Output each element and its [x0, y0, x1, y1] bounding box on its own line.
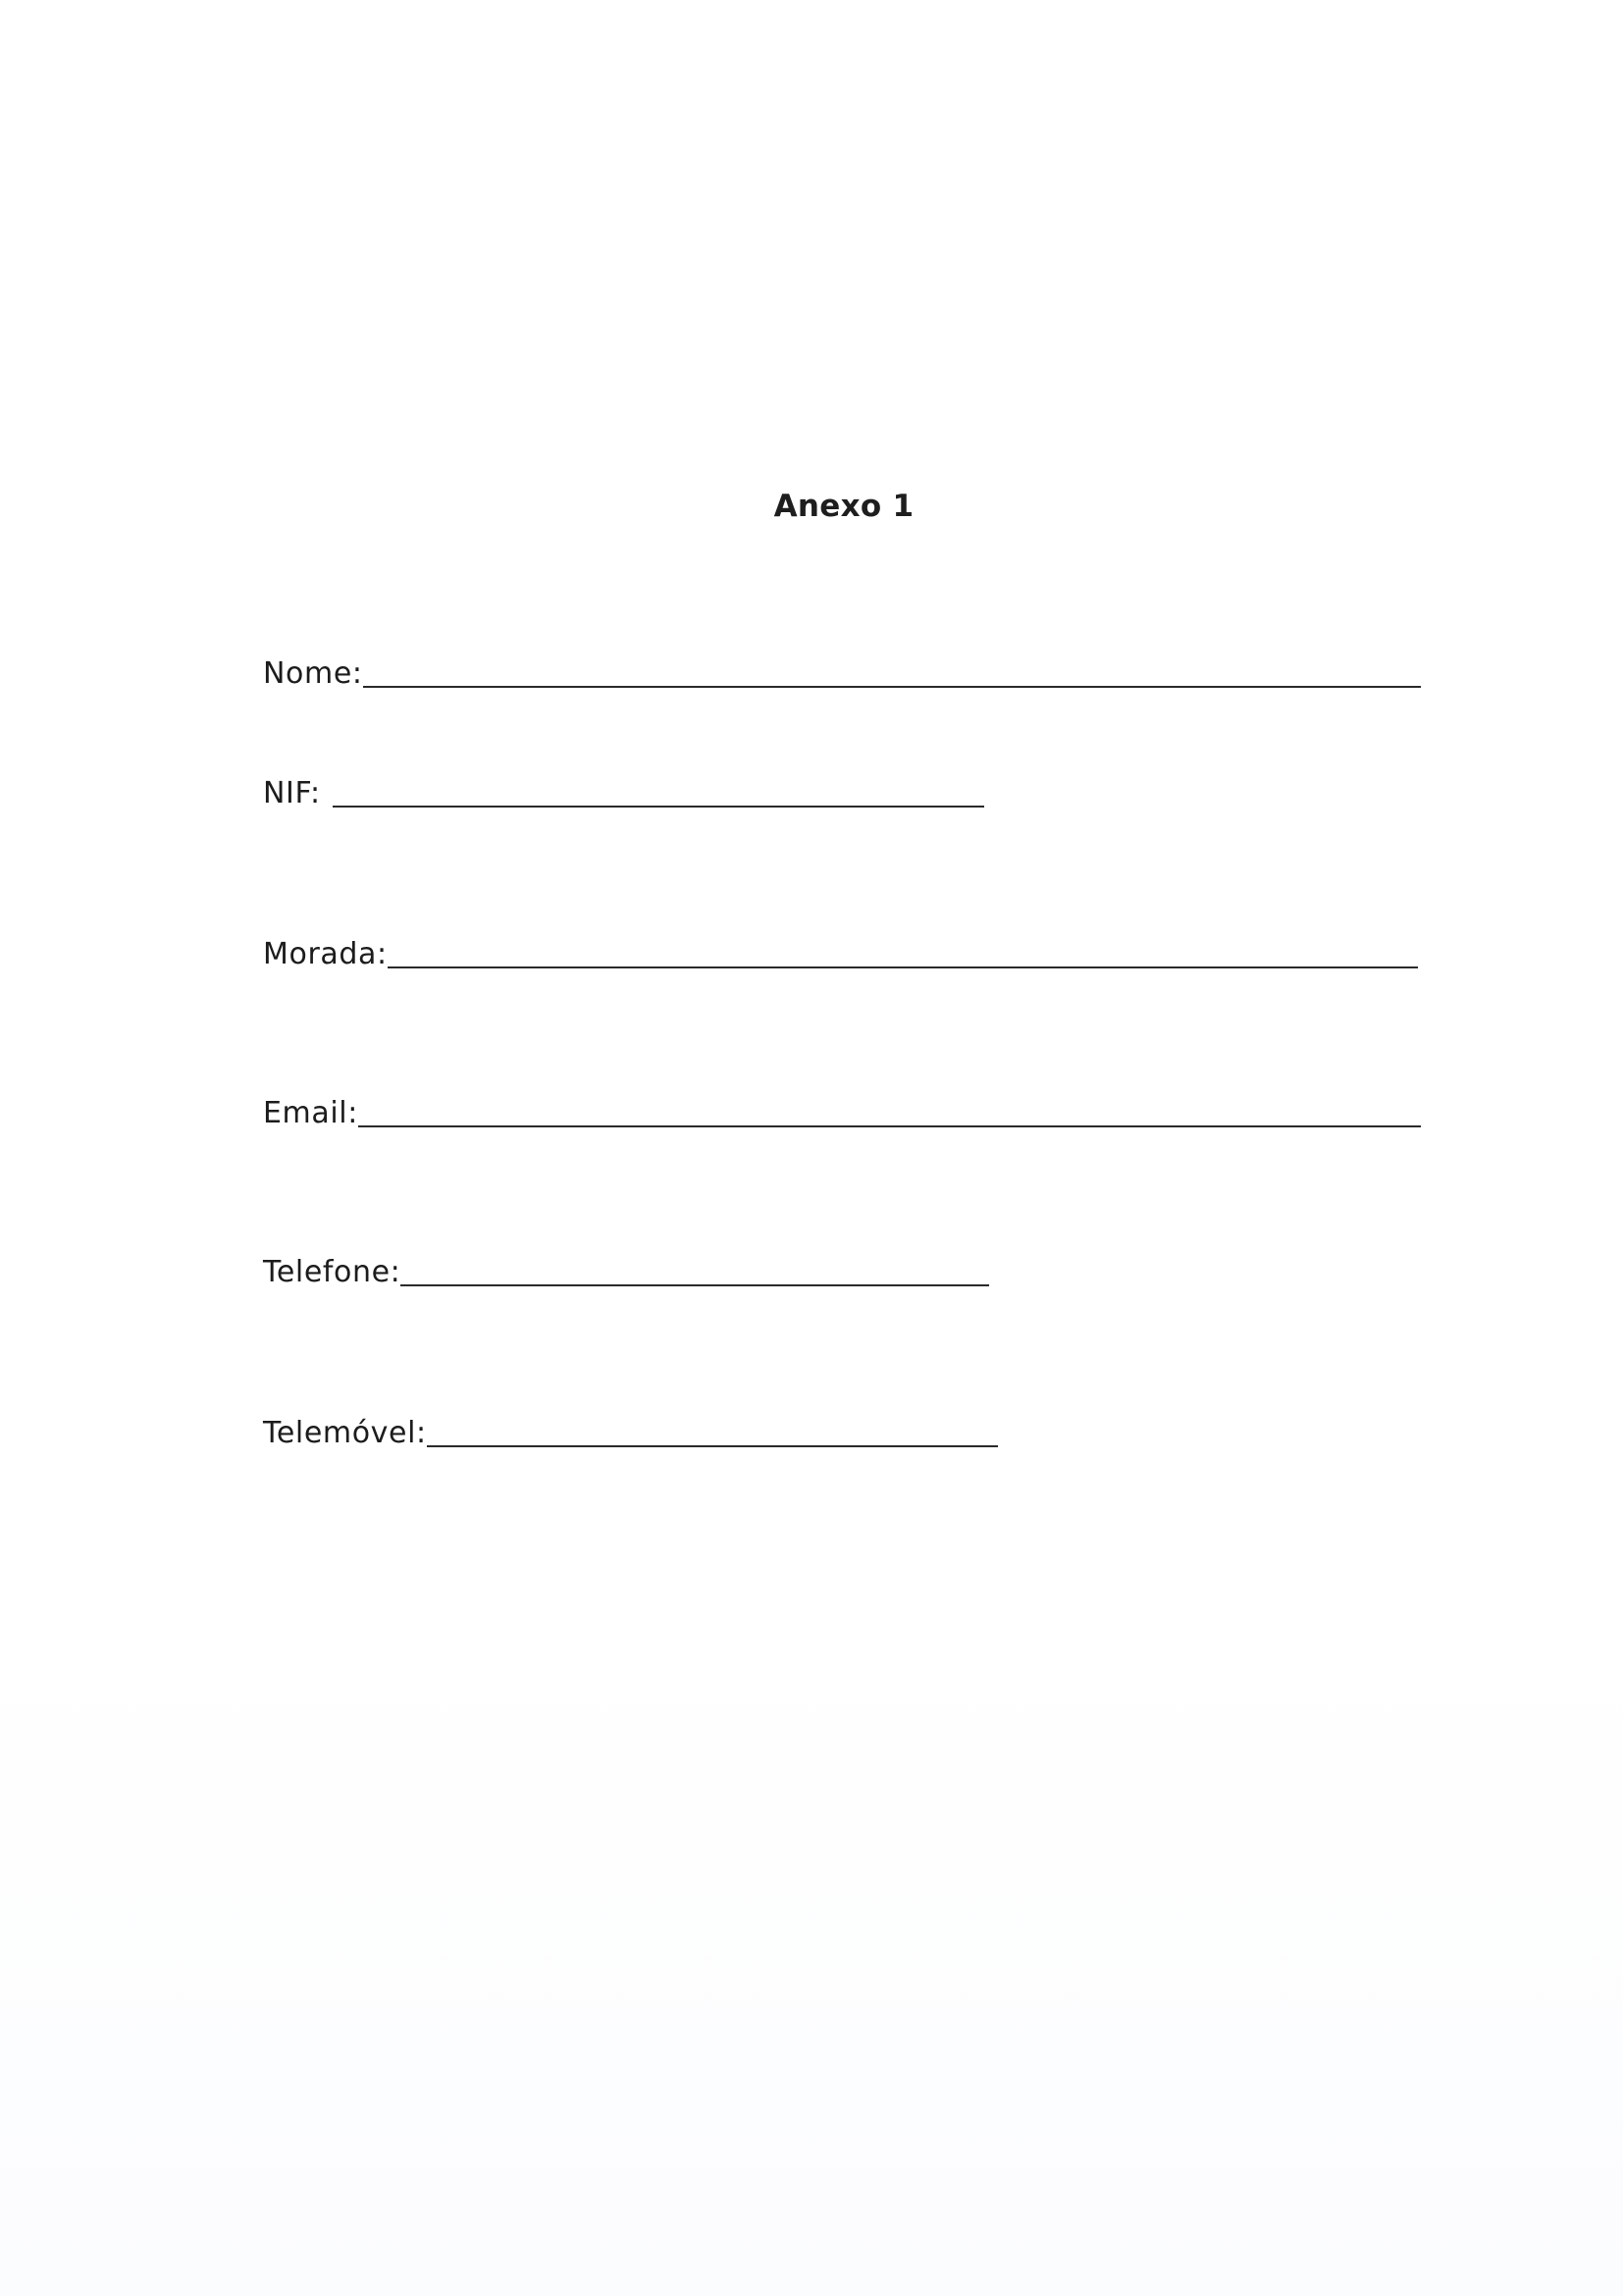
telefone-label: Telefone:: [263, 1255, 401, 1289]
morada-field-row: [263, 928, 1418, 971]
telefone-field-row: [263, 1246, 989, 1289]
telefone-input[interactable]: [400, 1255, 989, 1286]
email-label: Email:: [263, 1096, 358, 1130]
nome-label: Nome:: [263, 656, 363, 691]
page-title: Anexo 1: [773, 489, 915, 524]
nif-field-row: [263, 767, 984, 810]
nome-input[interactable]: [363, 656, 1421, 688]
morada-input[interactable]: [388, 937, 1418, 968]
nome-field-row: [263, 648, 1421, 691]
nif-label: NIF:: [263, 776, 321, 810]
telemovel-label: Telemóvel:: [263, 1416, 427, 1450]
telemovel-field-row: [263, 1407, 998, 1450]
telemovel-input[interactable]: [427, 1416, 998, 1447]
email-field-row: [263, 1087, 1421, 1130]
email-input[interactable]: [358, 1096, 1421, 1127]
morada-label: Morada:: [263, 937, 388, 971]
nif-input[interactable]: [333, 776, 984, 808]
